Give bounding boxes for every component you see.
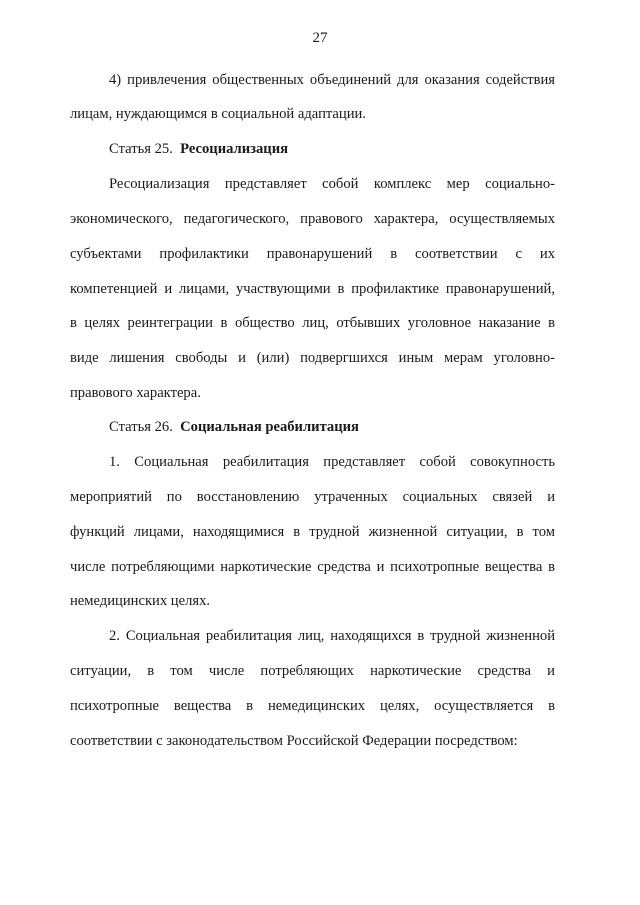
page-number: 27 (312, 30, 328, 46)
article-26-p1-line-5: немедицинских целях. (70, 593, 211, 609)
item4-line-1: 4) привлечения общественных объединений для оказания содействия (109, 72, 555, 88)
article-26-p2-line-3: психотропные вещества в немедицинских целях, осуществляется в (70, 698, 555, 714)
item4-line-2: лицам, нуждающимся в социальной адаптации. (70, 106, 366, 122)
article-25-heading (109, 140, 288, 158)
article-25-line-3: субъектами профилактики правонарушений в соответствии с их (70, 246, 555, 262)
article-26-p2-line-4: соответствии с законодательством Российской Федерации посредством: (70, 733, 518, 749)
article-26-p2-line-1: 2. Социальная реабилитация лиц, находящихся в трудной жизненной (109, 628, 555, 644)
article-25-line-5: в целях реинтеграции в общество лиц, отбывших уголовное наказание в (70, 315, 555, 331)
article-26-p1-line-1: 1. Социальная реабилитация представляет собой совокупность (109, 454, 555, 470)
article-26-p1-line-3: функций лицами, находящимися в трудной жизненной ситуации, в том (70, 524, 555, 540)
article-25-label: Статья 25. (109, 141, 173, 157)
article-25-line-6: виде лишения свободы и (или) подвергшихся иным мерам уголовно- (70, 350, 555, 366)
article-25-line-1: Ресоциализация представляет собой комплекс мер социально- (109, 176, 555, 192)
article-25-title: Ресоциализация (180, 141, 289, 157)
article-26-p2-line-2: ситуации, в том числе потребляющих наркотические средства и (70, 663, 555, 679)
article-25-line-2: экономического, педагогического, правового характера, осуществляемых (70, 211, 555, 227)
article-26-p1-line-4: числе потребляющими наркотические средства и психотропные вещества в (70, 559, 555, 575)
article-25-line-7: правового характера. (70, 385, 201, 401)
article-25-line-4: компетенцией и лицами, участвующими в профилактике правонарушений, (70, 281, 555, 297)
article-26-title: Социальная реабилитация (180, 419, 359, 435)
article-26-p1-line-2: мероприятий по восстановлению утраченных социальных связей и (70, 489, 555, 505)
article-26-label: Статья 26. (109, 419, 173, 435)
article-26-heading (109, 418, 359, 436)
